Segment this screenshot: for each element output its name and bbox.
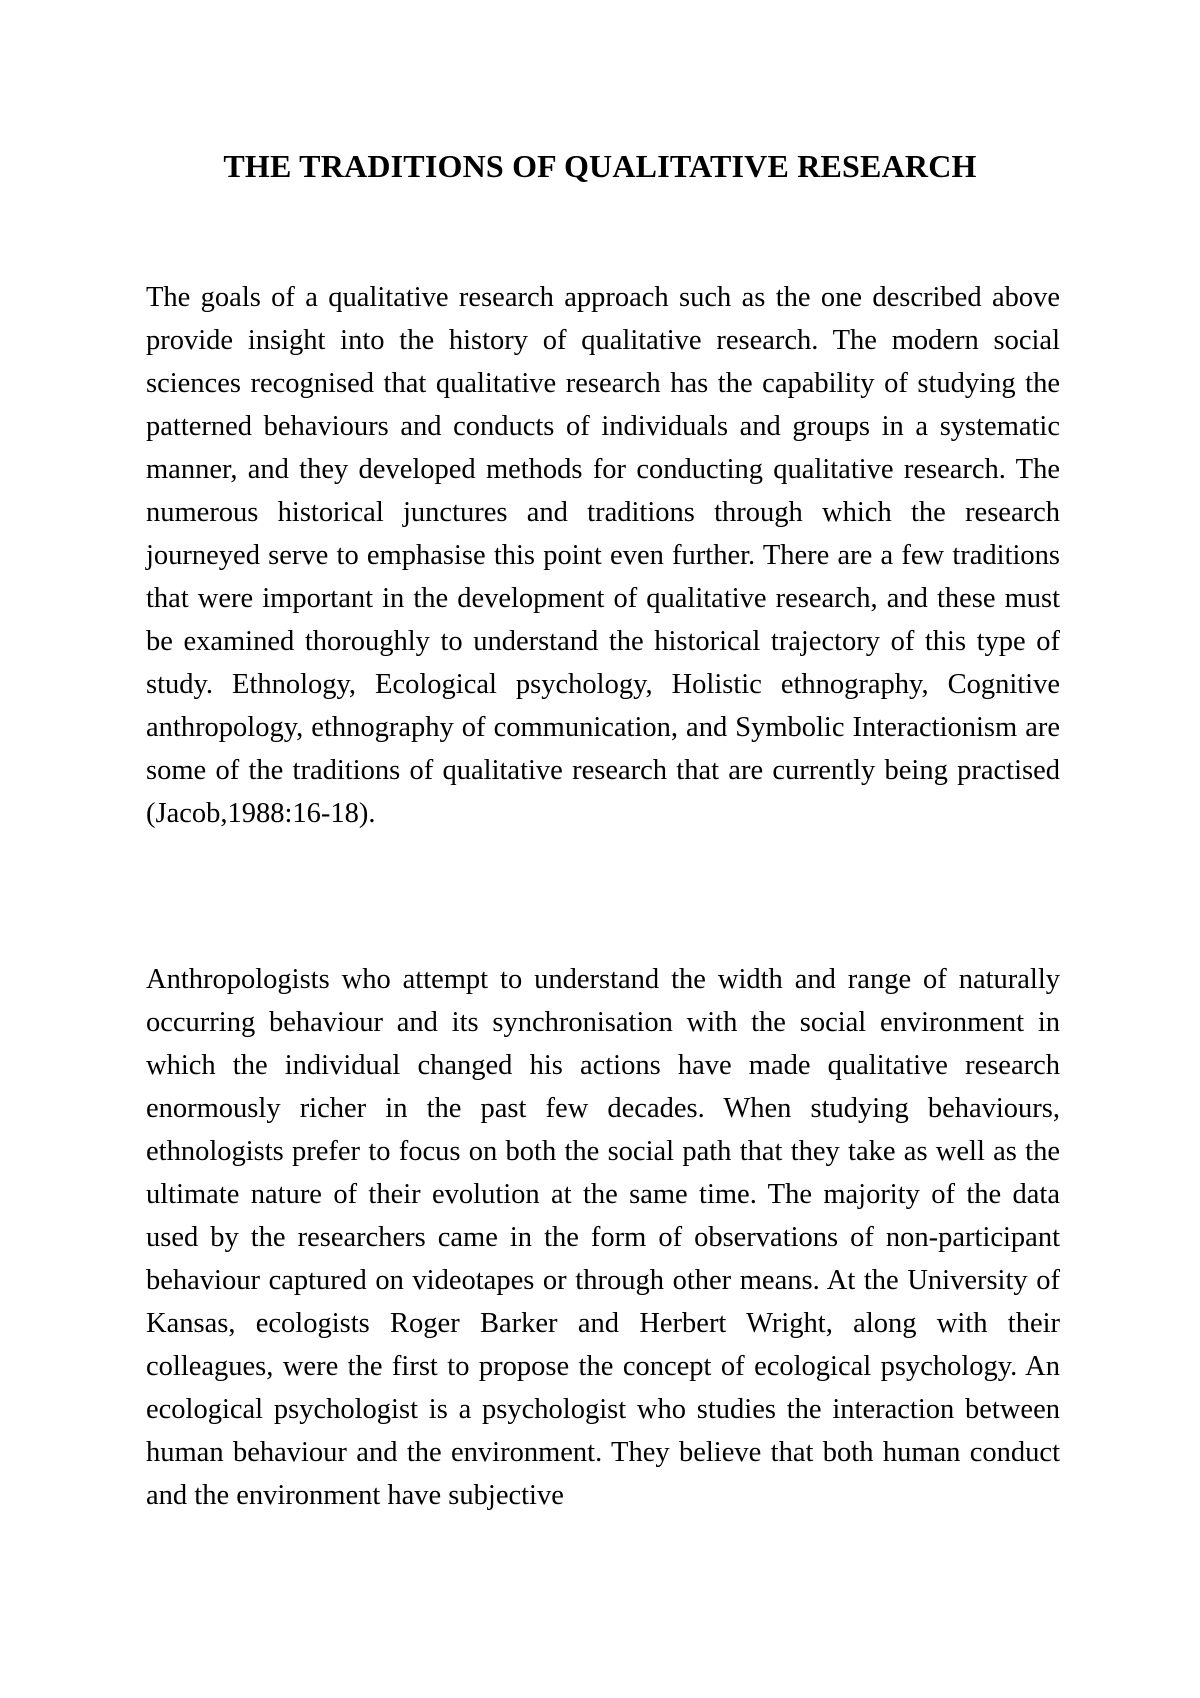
- page-title: THE TRADITIONS OF QUALITATIVE RESEARCH: [223, 148, 977, 184]
- paragraph-anthropologists: Anthropologists who attempt to understand the width and range of naturally occurring behaviour and its synchronisation with the social environment in which the individual changed his actions have made qualitative research enormously richer in the past few decades. When studying behaviours, ethnologists prefer to focus on both the social path that they take as well as the ultimate nature of their evolution at the same time. The majority of the data used by the researchers came in the form of observations of non-participant behaviour captured on videotapes or through other means. At the University of Kansas, ecologists Roger Barker and Herbert Wright, along with their colleagues, were the first to propose the concept of ecological psychology. An ecological psychologist is a psychologist who studies the interaction between human behaviour and the environment. They believe that both human conduct and the environment have subjective: [146, 964, 1060, 1511]
- paragraph-traditions-intro: The goals of a qualitative research approach such as the one described above provide insight into the history of qualitative research. The modern social sciences recognised that qualitative research has the capability of studying the patterned behaviours and conducts of individuals and groups in a systematic manner, and they developed methods for conducting qualitative research. The numerous historical junctures and traditions through which the research journeyed serve to emphasise this point even further. There are a few traditions that were important in the development of qualitative research, and these must be examined thoroughly to understand the historical trajectory of this type of study. Ethnology, Ecological psychology, Holistic ethnography, Cognitive anthropology, ethnography of communication, and Symbolic Interactionism are some of the traditions of qualitative research that are currently being practised (Jacob,1988:16-18).: [146, 282, 1060, 829]
